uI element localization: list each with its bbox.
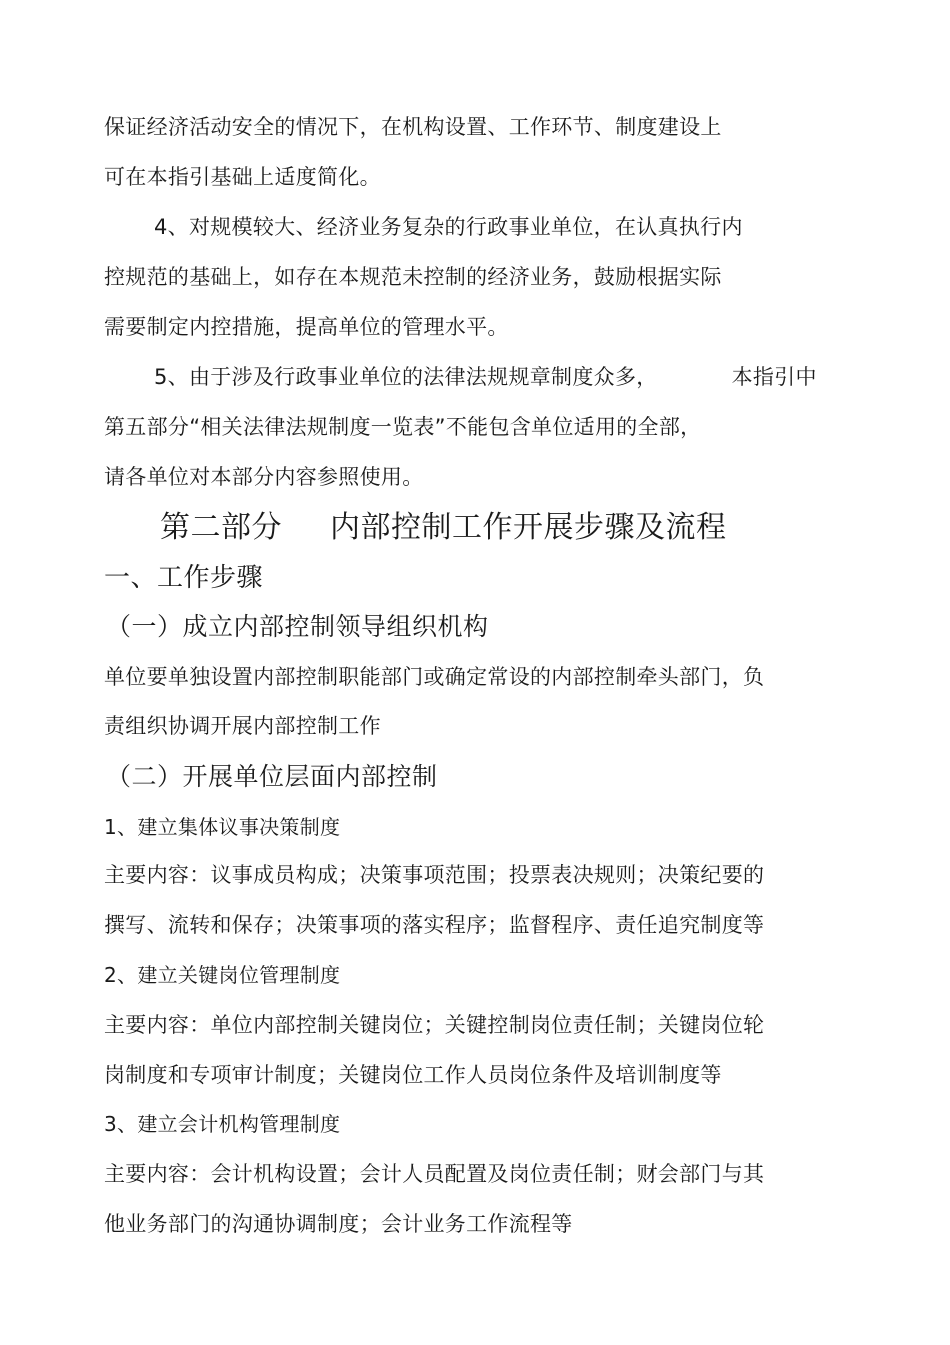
paragraph-line: 主要内容：议事成员构成；决策事项范围；投票表决规则；决策纪要的 — [104, 863, 765, 887]
paragraph-line: 保证经济活动安全的情况下，在机构设置、工作环节、制度建设上 — [104, 115, 722, 139]
item-title: 2、建立关键岗位管理制度 — [104, 963, 341, 987]
paragraph-line: 岗制度和专项审计制度；关键岗位工作人员岗位条件及培训制度等 — [104, 1063, 722, 1087]
item-title: 3、建立会计机构管理制度 — [104, 1112, 341, 1136]
part-heading — [160, 509, 727, 547]
paragraph-line: 4、对规模较大、经济业务复杂的行政事业单位，在认真执行内 — [154, 215, 743, 239]
section-heading: 一、工作步骤 — [104, 563, 264, 593]
paragraph-text: 本指引中 — [731, 365, 817, 389]
paragraph-line: 责组织协调开展内部控制工作 — [104, 714, 381, 738]
paragraph-line: 他业务部门的沟通协调制度；会计业务工作流程等 — [104, 1212, 573, 1236]
subsection-heading: （一）成立内部控制领导组织机构 — [106, 612, 489, 641]
paragraph-line: 第五部分“相关法律法规制度一览表”不能包含单位适用的全部， — [104, 415, 702, 439]
paragraph-line: 主要内容：会计机构设置；会计人员配置及岗位责任制；财会部门与其 — [104, 1162, 765, 1186]
paragraph-line: 单位要单独设置内部控制职能部门或确定常设的内部控制牵头部门，负 — [104, 665, 765, 689]
item-title: 1、建立集体议事决策制度 — [104, 815, 341, 839]
part-title: 内部控制工作开展步骤及流程 — [330, 510, 727, 545]
paragraph-line: 需要制定内控措施，提高单位的管理水平。 — [104, 315, 509, 339]
paragraph-text: 5、由于涉及行政事业单位的法律法规规章制度众多， — [154, 365, 658, 389]
subsection-heading: （二）开展单位层面内部控制 — [106, 762, 438, 791]
part-label: 第二部分 — [160, 510, 282, 545]
paragraph-line: 撰写、流转和保存；决策事项的落实程序；监督程序、责任追究制度等 — [104, 913, 765, 937]
paragraph-line — [154, 363, 817, 391]
paragraph-line: 控规范的基础上，如存在本规范未控制的经济业务，鼓励根据实际 — [104, 265, 722, 289]
paragraph-line: 可在本指引基础上适度简化。 — [104, 165, 381, 189]
paragraph-line: 请各单位对本部分内容参照使用。 — [104, 465, 424, 489]
paragraph-line: 主要内容：单位内部控制关键岗位；关键控制岗位责任制；关键岗位轮 — [104, 1013, 765, 1037]
